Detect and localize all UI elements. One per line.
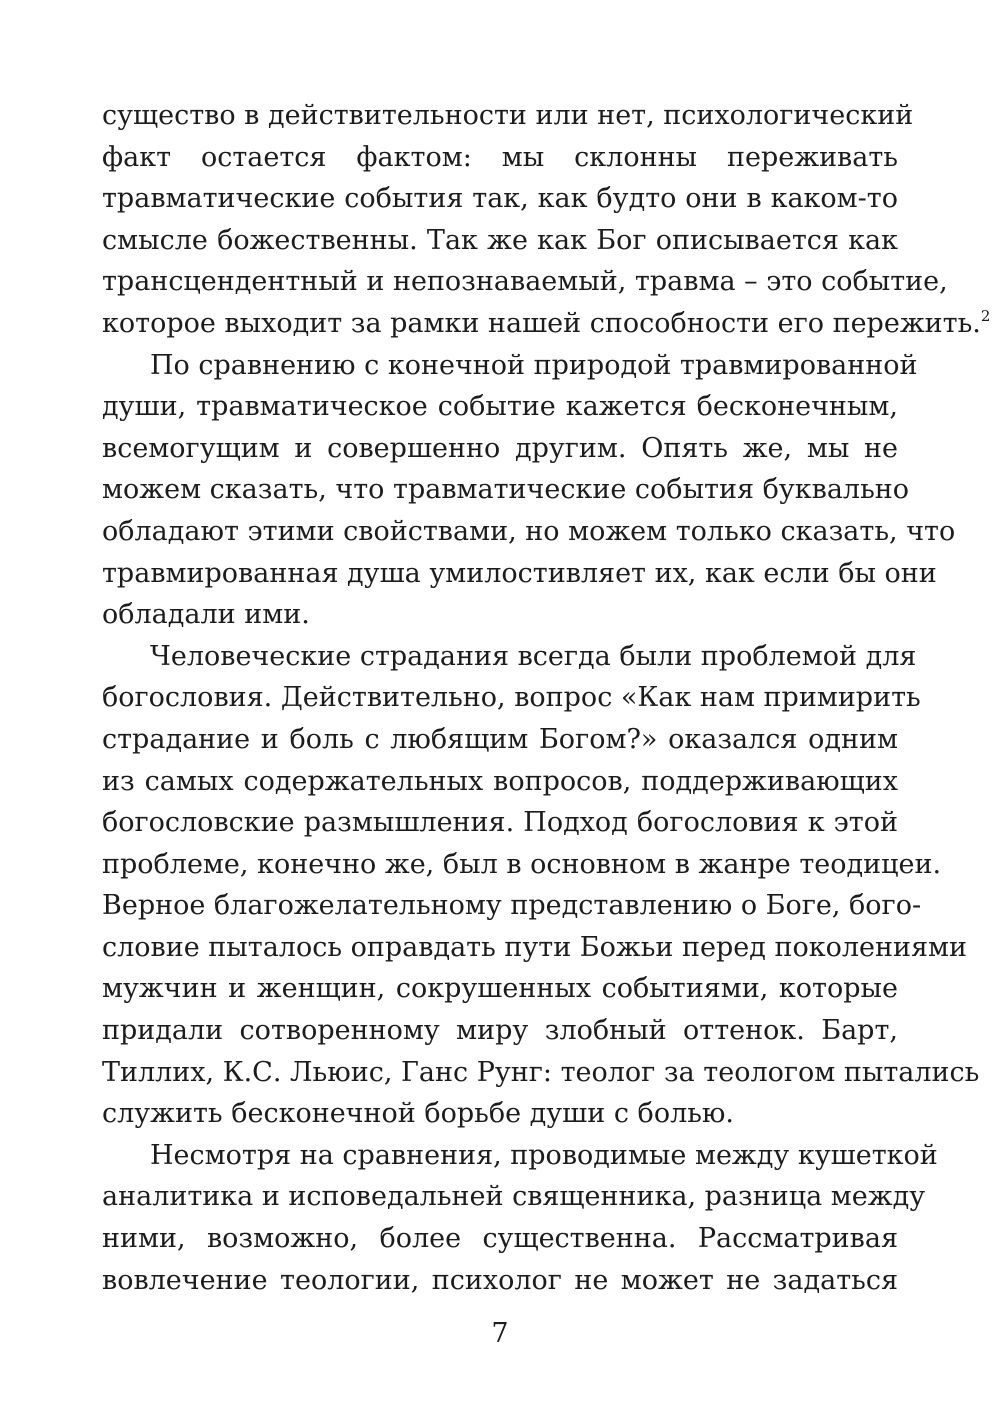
text-line: богословия. Действительно, вопрос «Как нам примирить xyxy=(102,682,921,714)
text-line: факт остается фактом: мы склонны переживать xyxy=(102,141,898,173)
text-line: из самых содержательных вопросов, поддерживающих xyxy=(102,765,898,797)
paragraph-4 xyxy=(102,1135,938,1301)
text-line: трансцендентный и непознаваемый, травма – это событие, xyxy=(102,266,948,298)
page-body xyxy=(102,95,991,1301)
text-line: существо в действительности или нет, психологический xyxy=(102,100,914,131)
text-line-with-footnote xyxy=(102,303,991,345)
text-line: души, травматическое событие кажется бесконечным, xyxy=(102,391,898,423)
text-line: всемогущим и совершенно другим. Опять же, мы не xyxy=(102,432,898,464)
paragraph-2 xyxy=(102,345,956,636)
text-line: богословские размышления. Подход богословия к этой xyxy=(102,807,898,839)
text-line: служить бесконечной борьбе души с болью. xyxy=(102,1098,735,1130)
text-line: По сравнению с конечной природой травмированной xyxy=(150,349,918,381)
footnote-reference: 2 xyxy=(980,306,991,325)
text-line: страдание и боль с любящим Богом?» оказался одним xyxy=(102,723,898,755)
page-number: 7 xyxy=(491,1318,509,1349)
text-line: словие пыталось оправдать пути Божьи перед поколениями xyxy=(102,931,967,963)
text-line: обладают этими свойствами, но можем только сказать, что xyxy=(102,515,956,547)
text-line: Человеческие страдания всегда были проблемой для xyxy=(150,640,917,672)
paragraph-1 xyxy=(102,95,991,345)
text-line: обладали ими. xyxy=(102,599,310,631)
text-line: проблеме, конечно же, был в основном в жанре теодицеи. xyxy=(102,848,942,880)
text-line-content: которое выходит за рамки нашей способности его пережить. xyxy=(102,307,981,339)
text-line: Тиллих, К.С. Льюис, Ганс Рунг: теолог за теологом пытались xyxy=(102,1056,980,1088)
text-line: смысле божественны. Так же как Бог описывается как xyxy=(102,224,898,256)
text-line: травматические события так, как будто они в каком-то xyxy=(102,183,898,215)
text-line: аналитика и исповедальней священника, разница между xyxy=(102,1181,926,1213)
text-line: Верное благожелательному представлению о Боге, бого- xyxy=(102,890,922,922)
text-line: вовлечение теологии, психолог не может не задаться xyxy=(102,1264,898,1296)
text-line: травмированная душа умилостивляет их, как если бы они xyxy=(102,557,937,589)
paragraph-3 xyxy=(102,636,980,1135)
text-line: Несмотря на сравнения, проводимые между кушеткой xyxy=(150,1139,938,1171)
text-line: можем сказать, что травматические события буквально xyxy=(102,474,910,506)
text-line: ними, возможно, более существенна. Рассматривая xyxy=(102,1223,898,1255)
text-line: придали сотворенному миру злобный оттенок. Барт, xyxy=(102,1015,898,1047)
text-line: мужчин и женщин, сокрушенных событиями, которые xyxy=(102,973,898,1005)
